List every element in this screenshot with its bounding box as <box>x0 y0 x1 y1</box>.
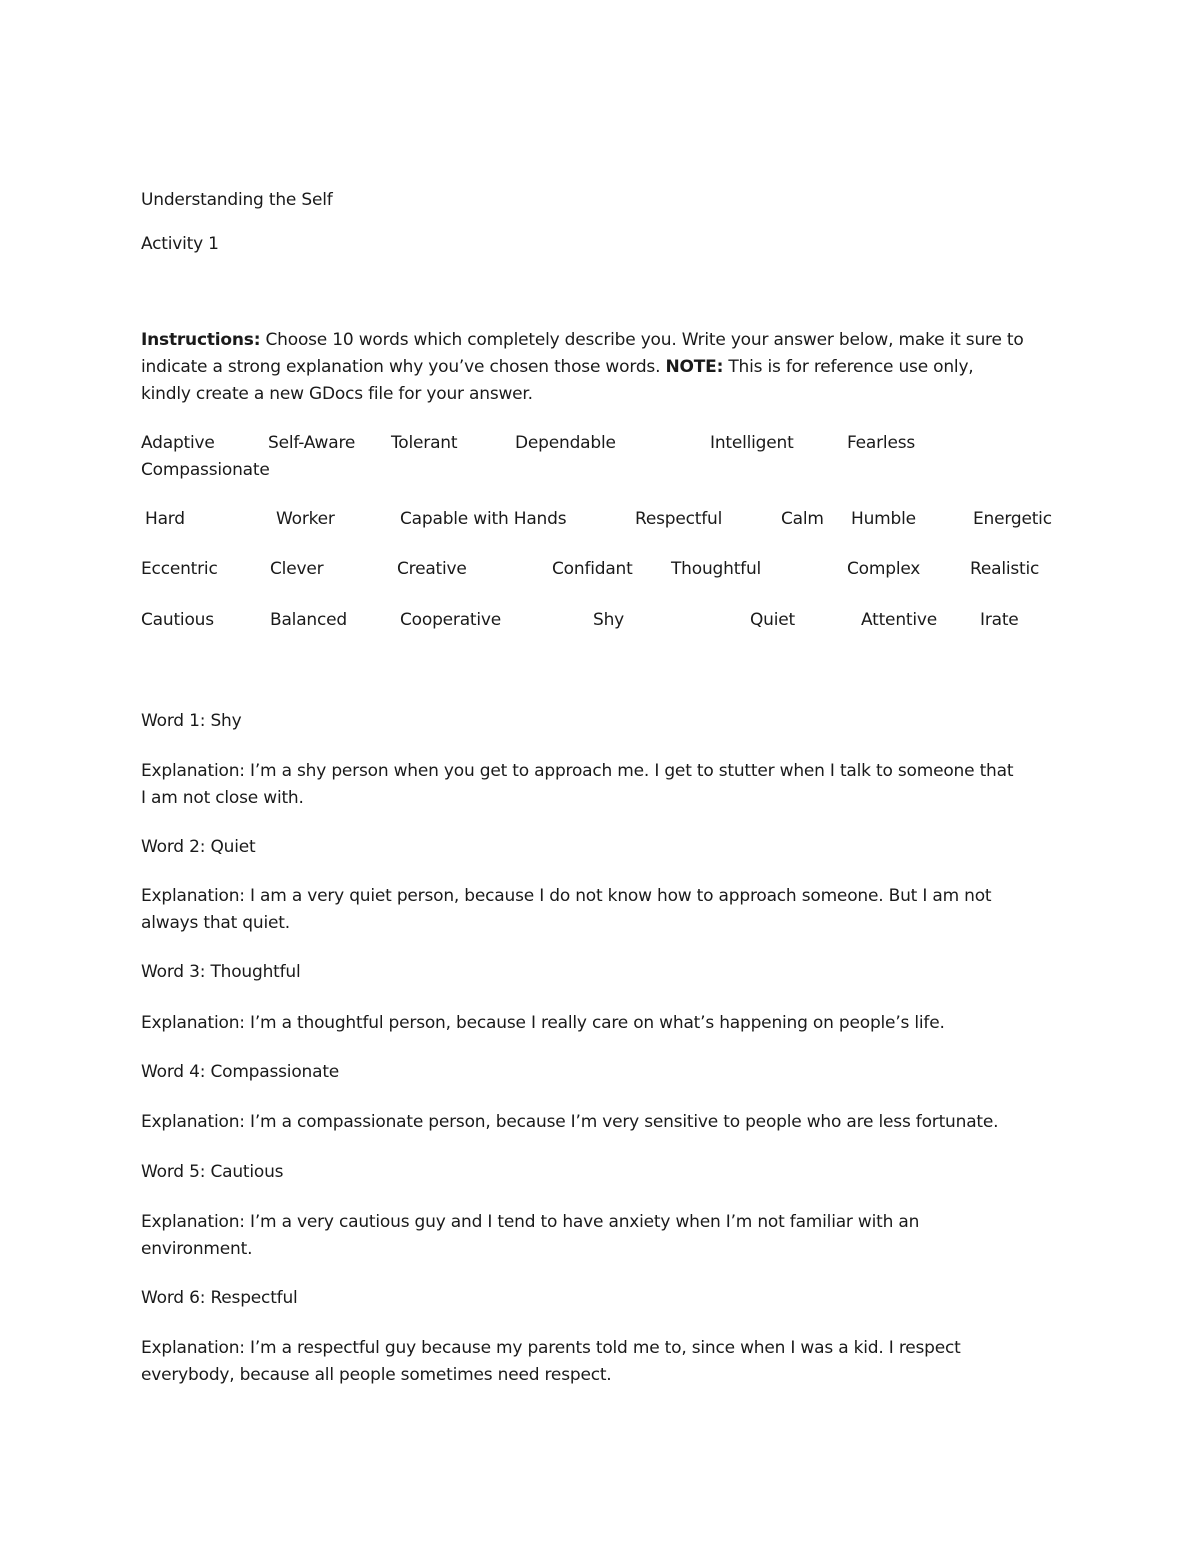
word-bank-item: Eccentric <box>141 559 218 579</box>
answer-explanation-6-line-2: everybody, because all people sometimes need respect. <box>141 1365 612 1385</box>
word-bank-item: Realistic <box>970 559 1040 579</box>
note-label: NOTE: <box>665 357 724 377</box>
answer-word-6: Word 6: Respectful <box>141 1288 298 1308</box>
word-bank-item: Humble <box>851 509 916 529</box>
word-bank-item: Irate <box>980 610 1019 630</box>
answer-word-5: Word 5: Cautious <box>141 1162 284 1182</box>
word-bank-item: Intelligent <box>710 433 794 453</box>
word-bank-item: Respectful <box>635 509 723 529</box>
answer-word-3: Word 3: Thoughtful <box>141 962 301 982</box>
word-bank-item: Cautious <box>141 610 214 630</box>
word-bank-item: Shy <box>593 610 625 630</box>
word-bank-item: Fearless <box>847 433 916 453</box>
answer-explanation-4-line-1: Explanation: I’m a compassionate person, because I’m very sensitive to people who are less fortunate. <box>141 1112 999 1132</box>
word-bank-item: Thoughtful <box>671 559 762 579</box>
answer-explanation-5-line-1: Explanation: I’m a very cautious guy and I tend to have anxiety when I’m not familiar with an <box>141 1212 920 1232</box>
answer-word-4: Word 4: Compassionate <box>141 1062 340 1082</box>
answer-explanation-2-line-1: Explanation: I am a very quiet person, because I do not know how to approach someone. But I am not <box>141 886 992 906</box>
word-bank-item: Confidant <box>552 559 633 579</box>
word-bank-item: Compassionate <box>141 460 270 480</box>
answer-explanation-2-line-2: always that quiet. <box>141 913 290 933</box>
word-bank-item: Creative <box>397 559 467 579</box>
word-bank-item: Clever <box>270 559 324 579</box>
answer-explanation-1-line-2: I am not close with. <box>141 788 304 808</box>
instructions-line-3: kindly create a new GDocs file for your answer. <box>141 384 533 404</box>
answer-word-1: Word 1: Shy <box>141 711 242 731</box>
word-bank-item: Energetic <box>973 509 1052 529</box>
word-bank-item: Attentive <box>861 610 938 630</box>
answer-explanation-1-line-1: Explanation: I’m a shy person when you get to approach me. I get to stutter when I talk to someone that <box>141 761 1014 781</box>
answer-explanation-3-line-1: Explanation: I’m a thoughtful person, because I really care on what’s happening on people’s life. <box>141 1013 945 1033</box>
word-bank-item: Complex <box>847 559 921 579</box>
word-bank-item: Cooperative <box>400 610 502 630</box>
activity-label: Activity 1 <box>141 234 219 254</box>
word-bank-item: Hard <box>145 509 185 529</box>
answer-explanation-5-line-2: environment. <box>141 1239 253 1259</box>
instructions-line-2: indicate a strong explanation why you’ve chosen those words. NOTE: This is for reference use only, <box>141 357 974 377</box>
word-bank-item: Adaptive <box>141 433 215 453</box>
word-bank-item: Capable with Hands <box>400 509 567 529</box>
word-bank-item: Self-Aware <box>268 433 356 453</box>
word-bank-item: Worker <box>276 509 335 529</box>
answer-explanation-6-line-1: Explanation: I’m a respectful guy because my parents told me to, since when I was a kid. I respect <box>141 1338 961 1358</box>
answer-word-2: Word 2: Quiet <box>141 837 256 857</box>
word-bank-item: Tolerant <box>391 433 458 453</box>
instructions-label: Instructions: <box>141 330 261 350</box>
word-bank-item: Quiet <box>750 610 796 630</box>
word-bank-item: Balanced <box>270 610 347 630</box>
instructions-line-1: Instructions: Choose 10 words which completely describe you. Write your answer below, make it sure to <box>141 330 1024 350</box>
document-title: Understanding the Self <box>141 190 333 210</box>
word-bank-item: Dependable <box>515 433 616 453</box>
word-bank-item: Calm <box>781 509 824 529</box>
